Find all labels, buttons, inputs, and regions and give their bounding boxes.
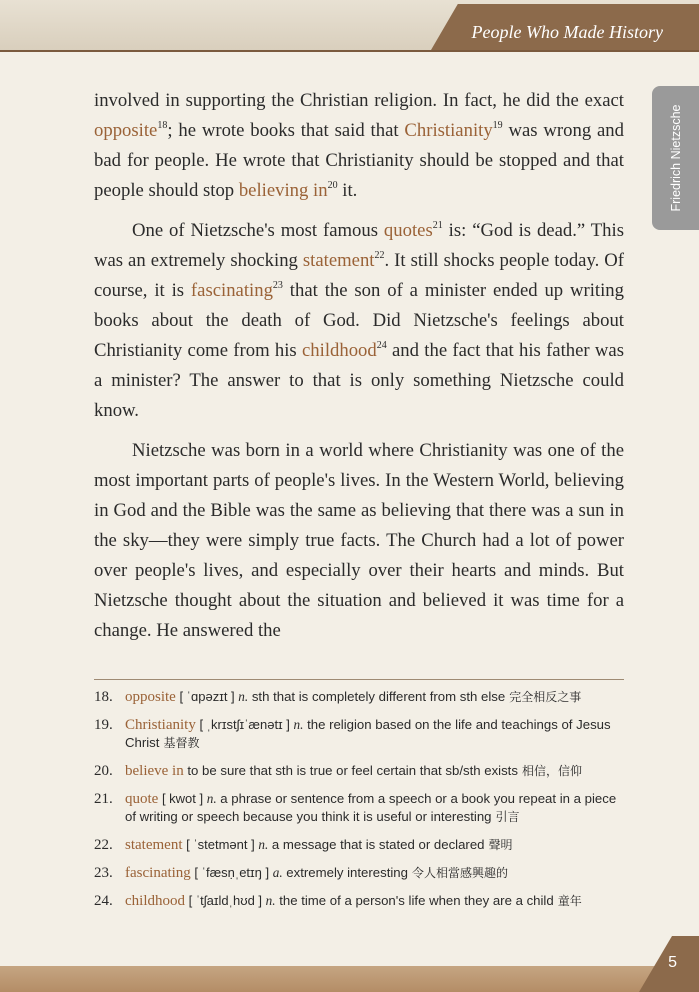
paragraph-1: involved in supporting the Christian religion. In fact, he did the exact opposite$^{18}$; he wrote books that said that Christianity$^{19}$ was wrong and bad for people. He wrote that Christianity should be stopped and that people should stop believing $in^{20}$ it. <box>94 90 624 201</box>
keyword-childhood: childhood <box>301 340 377 361</box>
footnote-part-of-speech: n. <box>258 837 269 852</box>
footnote-term: quote <box>125 791 159 807</box>
footnote-translation: 令人相當感興趣的 <box>411 866 508 880</box>
paragraph-3: Nietzsche was born in a world where Christianity was one of the most important parts of people's lives. In the Western World, believing in God and the Bible was the same as believing that there was a sun in the sky—they were simply true facts. The Church had a lot of power over people's lives, and especially over their hearts and minds. But Nietzsche thought about the situation and believed it was time for a change. He answered the <box>94 440 624 641</box>
keyword-opposite: opposite <box>94 120 158 141</box>
footnote-translation: 完全相反之事 <box>509 690 582 704</box>
footnote-pronunciation: [ ˈɑpəzɪt ] <box>175 689 239 704</box>
paragraph-2: One of Nietzsche's most famous quotes$^{21}$ is: “God is dead.” This was an extremely shocking statement$^{22}$. It still shocks people today. Of course, it is fascinating$^{23}$ that the son of a minister ended up writing books about the death of God. Did Nietzsche's feelings about Christianity come from his childhood$^{24}$ and the fact that his father was a minister? The answer to that is only something Nietzsche could know. <box>94 220 624 421</box>
footnote-ref: 23 <box>272 280 283 291</box>
chapter-side-tab-label: Friedrich Nietzsche <box>668 104 683 212</box>
footnote-pronunciation: [ ˌkrɪstʃɪˈænətɪ ] <box>195 717 294 732</box>
footnote-part-of-speech: n. <box>206 791 217 806</box>
keyword-fascinating: fascinating <box>190 280 273 301</box>
footnote-pronunciation: [ ˈstetmənt ] <box>182 837 259 852</box>
footnote-part-of-speech: a. <box>272 865 283 880</box>
footnote-item <box>94 762 624 780</box>
body-text <box>94 86 624 656</box>
footnote-ref: 24 <box>376 340 387 351</box>
footnote-number: 21. <box>94 791 113 807</box>
footnote-item <box>94 892 624 910</box>
footnote-pronunciation: [ ˈtʃaɪldˌhʊd ] <box>185 893 266 908</box>
footnote-ref: 20 <box>327 180 338 191</box>
page-number: 5 <box>668 954 677 971</box>
footnote-translation: 聲明 <box>488 838 513 852</box>
footnote-term: believe in <box>125 763 184 779</box>
footnote-number: 23. <box>94 865 113 881</box>
keyword-believing-in: believing in <box>238 180 328 201</box>
footnote-part-of-speech: n. <box>265 893 276 908</box>
keyword-statement: statement <box>302 250 375 271</box>
footnote-item <box>94 688 624 706</box>
keyword-quotes: quotes <box>383 220 433 241</box>
footnote-pronunciation: [ kwot ] <box>158 791 207 806</box>
footnote-translation: 童年 <box>557 894 582 908</box>
footnote-item <box>94 864 624 882</box>
footnote-definition: extremely interesting <box>282 865 408 880</box>
footnote-part-of-speech: n. <box>238 689 249 704</box>
footnote-ref: 21 <box>432 220 443 231</box>
footnote-part-of-speech: n. <box>293 717 304 732</box>
footnote-ref: 22 <box>374 250 385 261</box>
footnote-translation: 相信，信仰 <box>521 764 582 778</box>
footnote-term: childhood <box>125 893 185 909</box>
footnote-pronunciation: [ ˈfæsṇˌetɪŋ ] <box>190 865 273 880</box>
book-title: People Who Made History <box>471 22 663 42</box>
footnote-number: 18. <box>94 689 113 705</box>
footnote-definition: the religion based on the life and teachings of Jesus Christ <box>125 717 611 750</box>
footnote-term: opposite <box>125 689 176 705</box>
footnote-term: statement <box>125 837 183 853</box>
footnote-item <box>94 836 624 854</box>
footnote-divider <box>94 679 624 680</box>
footnote-term: fascinating <box>125 865 191 881</box>
footnote-item <box>94 790 624 826</box>
footnote-ref: 19 <box>492 120 503 131</box>
footnote-number: 19. <box>94 717 113 733</box>
chapter-side-tab <box>652 86 699 230</box>
bottom-band <box>0 966 699 992</box>
footnote-number: 22. <box>94 837 113 853</box>
footnote-definition: a message that is stated or declared <box>268 837 485 852</box>
footnote-number: 20. <box>94 763 113 779</box>
footnote-ref: 18 <box>157 120 168 131</box>
footnote-item <box>94 716 624 752</box>
footnote-definition: sth that is completely different from sth else <box>248 689 506 704</box>
footnotes <box>94 688 624 920</box>
header-rule <box>0 50 699 52</box>
footnote-translation: 引言 <box>495 810 520 824</box>
footnote-definition: to be sure that sth is true or feel certain that sb/sth exists <box>187 763 518 778</box>
footnote-translation: 基督教 <box>163 736 200 750</box>
footnote-definition: the time of a person's life when they are a child <box>275 893 554 908</box>
footnote-term: Christianity <box>125 717 196 733</box>
footnote-number: 24. <box>94 893 113 909</box>
footnote-definition: a phrase or sentence from a speech or a book you repeat in a piece of writing or speech because you think it is useful or interesting <box>125 791 617 824</box>
keyword-christianity: Christianity <box>404 120 493 141</box>
